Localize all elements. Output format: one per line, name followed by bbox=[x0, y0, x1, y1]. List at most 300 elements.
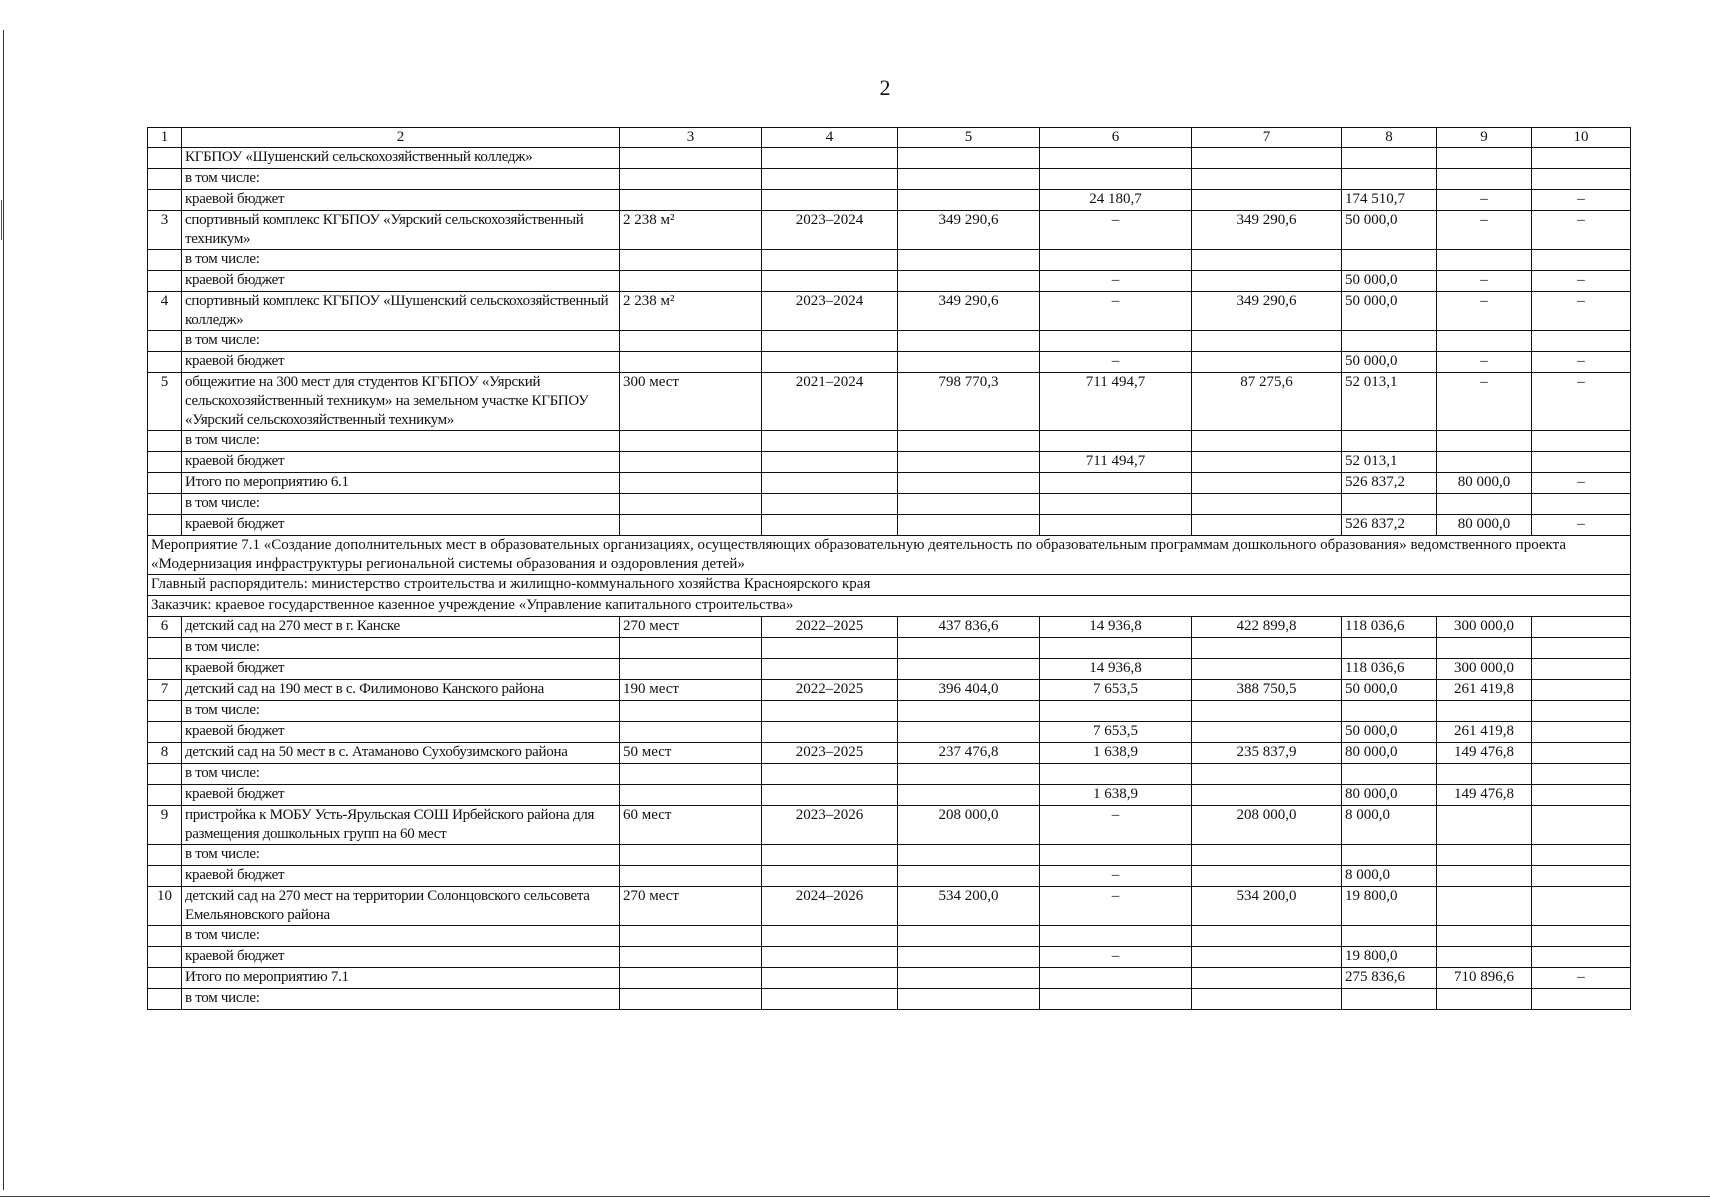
col6-cell: 24 180,7 bbox=[1040, 190, 1192, 211]
col6-cell bbox=[1040, 764, 1192, 785]
name-cell: в том числе: bbox=[182, 926, 620, 947]
col7-cell bbox=[1192, 722, 1342, 743]
col8-cell: 19 800,0 bbox=[1342, 947, 1437, 968]
period-cell: 2021–2024 bbox=[762, 373, 898, 431]
col8-cell: 8 000,0 bbox=[1342, 866, 1437, 887]
table-row bbox=[148, 764, 1631, 785]
col6-cell: 14 936,8 bbox=[1040, 659, 1192, 680]
row-number-cell bbox=[148, 845, 182, 866]
period-cell bbox=[762, 701, 898, 722]
col10-cell: – bbox=[1532, 190, 1631, 211]
col10-cell bbox=[1532, 680, 1631, 701]
col8-cell: 50 000,0 bbox=[1342, 292, 1437, 331]
row-number-cell: 6 bbox=[148, 617, 182, 638]
col10-cell: – bbox=[1532, 473, 1631, 494]
col8-cell: 118 036,6 bbox=[1342, 659, 1437, 680]
period-cell bbox=[762, 148, 898, 169]
row-number-cell bbox=[148, 271, 182, 292]
total-cost-cell bbox=[898, 331, 1040, 352]
scan-edge-left bbox=[3, 30, 4, 1190]
col7-cell bbox=[1192, 190, 1342, 211]
col9-cell bbox=[1437, 701, 1532, 722]
total-cost-cell: 349 290,6 bbox=[898, 211, 1040, 250]
period-cell bbox=[762, 722, 898, 743]
total-cost-cell bbox=[898, 764, 1040, 785]
col9-cell bbox=[1437, 169, 1532, 190]
total-cost-cell: 534 200,0 bbox=[898, 887, 1040, 926]
section-heading-row bbox=[148, 575, 1631, 596]
total-cost-cell bbox=[898, 722, 1040, 743]
capacity-cell bbox=[620, 190, 762, 211]
col8-cell bbox=[1342, 494, 1437, 515]
col8-cell: 118 036,6 bbox=[1342, 617, 1437, 638]
name-cell: КГБПОУ «Шушенский сельскохозяйственный колледж» bbox=[182, 148, 620, 169]
col10-cell bbox=[1532, 806, 1631, 845]
row-number-cell: 10 bbox=[148, 887, 182, 926]
table-row bbox=[148, 947, 1631, 968]
col9-cell bbox=[1437, 989, 1532, 1010]
capacity-cell bbox=[620, 452, 762, 473]
col7-cell bbox=[1192, 866, 1342, 887]
col7-cell bbox=[1192, 271, 1342, 292]
total-cost-cell bbox=[898, 926, 1040, 947]
col9-cell bbox=[1437, 806, 1532, 845]
table-row bbox=[148, 638, 1631, 659]
name-cell: краевой бюджет bbox=[182, 947, 620, 968]
col7-cell: 87 275,6 bbox=[1192, 373, 1342, 431]
period-cell bbox=[762, 845, 898, 866]
name-cell: детский сад на 270 мест на территории Солонцовского сельсовета Емельяновского района bbox=[182, 887, 620, 926]
col9-cell bbox=[1437, 250, 1532, 271]
table-row bbox=[148, 148, 1631, 169]
col8-cell: 8 000,0 bbox=[1342, 806, 1437, 845]
row-number-cell bbox=[148, 148, 182, 169]
period-cell bbox=[762, 271, 898, 292]
col10-cell bbox=[1532, 845, 1631, 866]
capacity-cell bbox=[620, 148, 762, 169]
col7-cell: 208 000,0 bbox=[1192, 806, 1342, 845]
capacity-cell: 190 мест bbox=[620, 680, 762, 701]
col10-cell: – bbox=[1532, 292, 1631, 331]
col7-cell bbox=[1192, 331, 1342, 352]
col6-cell bbox=[1040, 148, 1192, 169]
col8-cell: 174 510,7 bbox=[1342, 190, 1437, 211]
period-cell bbox=[762, 190, 898, 211]
capacity-cell: 60 мест bbox=[620, 806, 762, 845]
table-row bbox=[148, 926, 1631, 947]
col9-cell: 149 476,8 bbox=[1437, 785, 1532, 806]
row-number-cell: 5 bbox=[148, 373, 182, 431]
name-cell: детский сад на 50 мест в с. Атаманово Сухобузимского района bbox=[182, 743, 620, 764]
col8-cell bbox=[1342, 845, 1437, 866]
name-cell: в том числе: bbox=[182, 494, 620, 515]
period-cell: 2022–2025 bbox=[762, 617, 898, 638]
capacity-cell: 2 238 м² bbox=[620, 292, 762, 331]
name-cell: краевой бюджет bbox=[182, 452, 620, 473]
total-cost-cell bbox=[898, 250, 1040, 271]
col10-cell bbox=[1532, 148, 1631, 169]
row-number-cell bbox=[148, 764, 182, 785]
col6-cell: 7 653,5 bbox=[1040, 680, 1192, 701]
total-cost-cell: 798 770,3 bbox=[898, 373, 1040, 431]
col9-cell bbox=[1437, 431, 1532, 452]
period-cell: 2023–2024 bbox=[762, 292, 898, 331]
col10-cell bbox=[1532, 866, 1631, 887]
table-row bbox=[148, 722, 1631, 743]
period-cell: 2022–2025 bbox=[762, 680, 898, 701]
col6-cell: 7 653,5 bbox=[1040, 722, 1192, 743]
col7-cell: 534 200,0 bbox=[1192, 887, 1342, 926]
scan-edge-mark bbox=[1, 200, 2, 240]
name-cell: Итого по мероприятию 6.1 bbox=[182, 473, 620, 494]
table-row bbox=[148, 494, 1631, 515]
budget-table bbox=[147, 127, 1631, 1010]
col7-cell bbox=[1192, 169, 1342, 190]
row-number-cell bbox=[148, 352, 182, 373]
table-row bbox=[148, 331, 1631, 352]
col6-cell: 1 638,9 bbox=[1040, 743, 1192, 764]
period-cell bbox=[762, 989, 898, 1010]
col8-cell: 50 000,0 bbox=[1342, 211, 1437, 250]
col6-cell bbox=[1040, 989, 1192, 1010]
period-cell bbox=[762, 431, 898, 452]
capacity-cell bbox=[620, 271, 762, 292]
row-number-cell bbox=[148, 452, 182, 473]
col9-cell: 80 000,0 bbox=[1437, 515, 1532, 536]
table-header-row bbox=[148, 128, 1631, 148]
total-cost-cell: 237 476,8 bbox=[898, 743, 1040, 764]
table-row bbox=[148, 743, 1631, 764]
col8-cell bbox=[1342, 169, 1437, 190]
capacity-cell: 50 мест bbox=[620, 743, 762, 764]
col6-cell: 1 638,9 bbox=[1040, 785, 1192, 806]
col9-cell: 300 000,0 bbox=[1437, 617, 1532, 638]
col7-cell bbox=[1192, 701, 1342, 722]
table-row bbox=[148, 292, 1631, 331]
name-cell: краевой бюджет bbox=[182, 866, 620, 887]
row-number-cell bbox=[148, 701, 182, 722]
column-header: 10 bbox=[1532, 128, 1631, 148]
table-row bbox=[148, 431, 1631, 452]
name-cell: в том числе: bbox=[182, 431, 620, 452]
col7-cell bbox=[1192, 785, 1342, 806]
name-cell: спортивный комплекс КГБПОУ «Шушенский сельскохозяйственный колледж» bbox=[182, 292, 620, 331]
period-cell bbox=[762, 331, 898, 352]
col10-cell bbox=[1532, 785, 1631, 806]
col10-cell bbox=[1532, 887, 1631, 926]
col8-cell bbox=[1342, 250, 1437, 271]
col6-cell: 14 936,8 bbox=[1040, 617, 1192, 638]
page-number: 2 bbox=[879, 75, 891, 100]
col10-cell bbox=[1532, 743, 1631, 764]
column-header: 3 bbox=[620, 128, 762, 148]
row-number-cell bbox=[148, 250, 182, 271]
col9-cell: 261 419,8 bbox=[1437, 722, 1532, 743]
col7-cell bbox=[1192, 968, 1342, 989]
row-number-cell bbox=[148, 947, 182, 968]
name-cell: в том числе: bbox=[182, 331, 620, 352]
name-cell: в том числе: bbox=[182, 764, 620, 785]
col9-cell bbox=[1437, 494, 1532, 515]
period-cell bbox=[762, 866, 898, 887]
col8-cell bbox=[1342, 701, 1437, 722]
period-cell bbox=[762, 638, 898, 659]
col7-cell bbox=[1192, 926, 1342, 947]
col8-cell: 526 837,2 bbox=[1342, 473, 1437, 494]
capacity-cell bbox=[620, 722, 762, 743]
capacity-cell bbox=[620, 638, 762, 659]
col6-cell: – bbox=[1040, 947, 1192, 968]
col8-cell: 526 837,2 bbox=[1342, 515, 1437, 536]
col8-cell bbox=[1342, 431, 1437, 452]
period-cell bbox=[762, 352, 898, 373]
row-number-cell bbox=[148, 190, 182, 211]
row-number-cell bbox=[148, 331, 182, 352]
name-cell: в том числе: bbox=[182, 701, 620, 722]
col10-cell: – bbox=[1532, 211, 1631, 250]
period-cell bbox=[762, 494, 898, 515]
capacity-cell bbox=[620, 331, 762, 352]
col6-cell bbox=[1040, 331, 1192, 352]
period-cell bbox=[762, 785, 898, 806]
col10-cell bbox=[1532, 659, 1631, 680]
col7-cell bbox=[1192, 494, 1342, 515]
period-cell: 2023–2025 bbox=[762, 743, 898, 764]
col6-cell bbox=[1040, 701, 1192, 722]
capacity-cell bbox=[620, 989, 762, 1010]
table-row bbox=[148, 659, 1631, 680]
row-number-cell bbox=[148, 638, 182, 659]
col9-cell: 80 000,0 bbox=[1437, 473, 1532, 494]
col9-cell bbox=[1437, 866, 1532, 887]
col7-cell bbox=[1192, 473, 1342, 494]
col8-cell: 52 013,1 bbox=[1342, 452, 1437, 473]
col10-cell bbox=[1532, 638, 1631, 659]
col6-cell bbox=[1040, 845, 1192, 866]
col9-cell bbox=[1437, 764, 1532, 785]
table-row bbox=[148, 515, 1631, 536]
period-cell bbox=[762, 764, 898, 785]
total-cost-cell: 349 290,6 bbox=[898, 292, 1040, 331]
table-row bbox=[148, 352, 1631, 373]
total-cost-cell bbox=[898, 947, 1040, 968]
name-cell: детский сад на 270 мест в г. Канске bbox=[182, 617, 620, 638]
col9-cell bbox=[1437, 452, 1532, 473]
capacity-cell bbox=[620, 785, 762, 806]
col7-cell bbox=[1192, 352, 1342, 373]
col10-cell bbox=[1532, 250, 1631, 271]
table-row bbox=[148, 701, 1631, 722]
total-cost-cell bbox=[898, 452, 1040, 473]
col6-cell bbox=[1040, 968, 1192, 989]
col8-cell: 80 000,0 bbox=[1342, 743, 1437, 764]
capacity-cell: 270 мест bbox=[620, 887, 762, 926]
col9-cell: – bbox=[1437, 373, 1532, 431]
col6-cell: – bbox=[1040, 292, 1192, 331]
table-row bbox=[148, 190, 1631, 211]
col6-cell: – bbox=[1040, 352, 1192, 373]
column-header: 7 bbox=[1192, 128, 1342, 148]
total-cost-cell bbox=[898, 845, 1040, 866]
row-number-cell bbox=[148, 473, 182, 494]
column-header: 2 bbox=[182, 128, 620, 148]
col6-cell bbox=[1040, 638, 1192, 659]
col7-cell: 422 899,8 bbox=[1192, 617, 1342, 638]
col9-cell bbox=[1437, 638, 1532, 659]
row-number-cell bbox=[148, 494, 182, 515]
table-row bbox=[148, 617, 1631, 638]
col6-cell: – bbox=[1040, 866, 1192, 887]
row-number-cell bbox=[148, 968, 182, 989]
table-row bbox=[148, 680, 1631, 701]
table-row bbox=[148, 785, 1631, 806]
col10-cell bbox=[1532, 722, 1631, 743]
name-cell: Итого по мероприятию 7.1 bbox=[182, 968, 620, 989]
section-heading-text: Мероприятие 7.1 «Создание дополнительных мест в образовательных организациях, осуществляющих образовательную деятельность по образовательным программам дошкольного образования» ведомственного проекта «Модернизация инфраструктуры региональной системы образования и оздоровления детей» bbox=[148, 536, 1631, 575]
col8-cell: 19 800,0 bbox=[1342, 887, 1437, 926]
col10-cell bbox=[1532, 331, 1631, 352]
row-number-cell: 9 bbox=[148, 806, 182, 845]
table-row bbox=[148, 866, 1631, 887]
col7-cell bbox=[1192, 452, 1342, 473]
section-heading-text: Заказчик: краевое государственное казенное учреждение «Управление капитального строительства» bbox=[148, 596, 1631, 617]
total-cost-cell bbox=[898, 638, 1040, 659]
name-cell: в том числе: bbox=[182, 250, 620, 271]
col7-cell bbox=[1192, 431, 1342, 452]
scan-edge-bottom bbox=[0, 1196, 1710, 1197]
name-cell: пристройка к МОБУ Усть-Ярульская СОШ Ирбейского района для размещения дошкольных групп на 60 мест bbox=[182, 806, 620, 845]
col9-cell bbox=[1437, 148, 1532, 169]
col6-cell: 711 494,7 bbox=[1040, 452, 1192, 473]
col10-cell bbox=[1532, 989, 1631, 1010]
row-number-cell: 3 bbox=[148, 211, 182, 250]
total-cost-cell bbox=[898, 701, 1040, 722]
col9-cell: – bbox=[1437, 271, 1532, 292]
col10-cell bbox=[1532, 452, 1631, 473]
col9-cell: – bbox=[1437, 190, 1532, 211]
row-number-cell bbox=[148, 926, 182, 947]
col7-cell bbox=[1192, 148, 1342, 169]
total-cost-cell bbox=[898, 989, 1040, 1010]
col8-cell bbox=[1342, 989, 1437, 1010]
col10-cell bbox=[1532, 926, 1631, 947]
total-cost-cell bbox=[898, 431, 1040, 452]
total-cost-cell: 396 404,0 bbox=[898, 680, 1040, 701]
name-cell: в том числе: bbox=[182, 638, 620, 659]
row-number-cell: 8 bbox=[148, 743, 182, 764]
total-cost-cell bbox=[898, 866, 1040, 887]
col9-cell: – bbox=[1437, 292, 1532, 331]
total-cost-cell bbox=[898, 169, 1040, 190]
table-row bbox=[148, 211, 1631, 250]
col7-cell: 349 290,6 bbox=[1192, 292, 1342, 331]
period-cell: 2024–2026 bbox=[762, 887, 898, 926]
col8-cell: 50 000,0 bbox=[1342, 271, 1437, 292]
capacity-cell bbox=[620, 701, 762, 722]
total-cost-cell bbox=[898, 968, 1040, 989]
table-row bbox=[148, 169, 1631, 190]
period-cell bbox=[762, 169, 898, 190]
table-row bbox=[148, 250, 1631, 271]
column-header: 1 bbox=[148, 128, 182, 148]
total-cost-cell bbox=[898, 494, 1040, 515]
col8-cell: 50 000,0 bbox=[1342, 352, 1437, 373]
name-cell: в том числе: bbox=[182, 845, 620, 866]
col6-cell: – bbox=[1040, 211, 1192, 250]
col6-cell bbox=[1040, 169, 1192, 190]
total-cost-cell bbox=[898, 515, 1040, 536]
col8-cell bbox=[1342, 148, 1437, 169]
total-cost-cell: 208 000,0 bbox=[898, 806, 1040, 845]
table-row bbox=[148, 373, 1631, 431]
name-cell: в том числе: bbox=[182, 989, 620, 1010]
period-cell bbox=[762, 947, 898, 968]
name-cell: краевой бюджет bbox=[182, 659, 620, 680]
column-header: 9 bbox=[1437, 128, 1532, 148]
col7-cell bbox=[1192, 638, 1342, 659]
col10-cell: – bbox=[1532, 373, 1631, 431]
period-cell bbox=[762, 968, 898, 989]
col9-cell: 149 476,8 bbox=[1437, 743, 1532, 764]
col7-cell: 349 290,6 bbox=[1192, 211, 1342, 250]
col9-cell bbox=[1437, 947, 1532, 968]
name-cell: краевой бюджет bbox=[182, 271, 620, 292]
column-header: 4 bbox=[762, 128, 898, 148]
column-header: 5 bbox=[898, 128, 1040, 148]
section-heading-text: Главный распорядитель: министерство строительства и жилищно-коммунального хозяйства Красноярского края bbox=[148, 575, 1631, 596]
col10-cell: – bbox=[1532, 271, 1631, 292]
col7-cell bbox=[1192, 764, 1342, 785]
period-cell bbox=[762, 515, 898, 536]
col10-cell bbox=[1532, 701, 1631, 722]
row-number-cell bbox=[148, 659, 182, 680]
name-cell: общежитие на 300 мест для студентов КГБПОУ «Уярский сельскохозяйственный техникум» на земельном участке КГБПОУ «Уярский сельскохозяйственный техникум» bbox=[182, 373, 620, 431]
col7-cell bbox=[1192, 659, 1342, 680]
col6-cell: – bbox=[1040, 271, 1192, 292]
col7-cell bbox=[1192, 845, 1342, 866]
capacity-cell bbox=[620, 968, 762, 989]
col8-cell: 52 013,1 bbox=[1342, 373, 1437, 431]
row-number-cell: 4 bbox=[148, 292, 182, 331]
capacity-cell bbox=[620, 515, 762, 536]
col6-cell bbox=[1040, 473, 1192, 494]
col8-cell: 50 000,0 bbox=[1342, 680, 1437, 701]
col9-cell bbox=[1437, 887, 1532, 926]
table-row bbox=[148, 989, 1631, 1010]
column-header: 8 bbox=[1342, 128, 1437, 148]
period-cell bbox=[762, 452, 898, 473]
section-heading-row bbox=[148, 596, 1631, 617]
col7-cell bbox=[1192, 989, 1342, 1010]
col7-cell bbox=[1192, 250, 1342, 271]
name-cell: краевой бюджет bbox=[182, 785, 620, 806]
col6-cell: – bbox=[1040, 806, 1192, 845]
row-number-cell bbox=[148, 989, 182, 1010]
col7-cell bbox=[1192, 515, 1342, 536]
col8-cell bbox=[1342, 638, 1437, 659]
col8-cell bbox=[1342, 331, 1437, 352]
col10-cell bbox=[1532, 617, 1631, 638]
capacity-cell: 300 мест bbox=[620, 373, 762, 431]
col10-cell bbox=[1532, 494, 1631, 515]
total-cost-cell bbox=[898, 785, 1040, 806]
capacity-cell bbox=[620, 845, 762, 866]
capacity-cell bbox=[620, 926, 762, 947]
table-row bbox=[148, 473, 1631, 494]
capacity-cell bbox=[620, 494, 762, 515]
name-cell: краевой бюджет bbox=[182, 515, 620, 536]
row-number-cell bbox=[148, 866, 182, 887]
